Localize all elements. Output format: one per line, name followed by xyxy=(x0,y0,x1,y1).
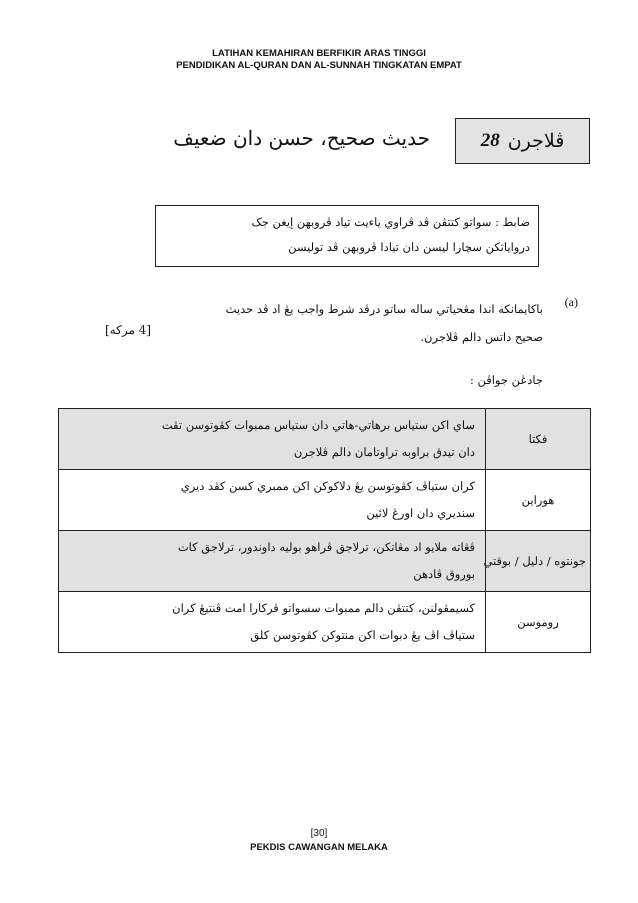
row-value xyxy=(59,409,486,470)
row-value xyxy=(59,592,486,653)
lesson-title xyxy=(60,118,590,168)
question-line-2: صحيح داتس دالم ڤلاجرن. xyxy=(420,330,543,344)
row-line: ساي اكن ستياس برهاتي-هاتي دان ستياس ممبوات كڤوتوسن تڤت xyxy=(161,418,475,432)
row-line: كران ستياڤ كڤوتوسن يڠ دلاكوكن اكن ممبري كسن كڤد ديري xyxy=(180,479,475,493)
lesson-number-box xyxy=(455,118,590,164)
lesson-topic: حديث صحيح، حسن دان ضعيف xyxy=(173,126,430,150)
row-line: بوروق ڤادهن xyxy=(413,567,475,581)
question-text xyxy=(83,295,543,351)
header-line-2: PENDIDIKAN AL-QURAN DAN AL-SUNNAH TINGKATAN EMPAT xyxy=(176,60,462,71)
question-marks: [4 مركه] xyxy=(105,323,152,337)
standard-line-2: درواياتكن سچارا ليسن دان تيادا ڤروبهن ڤد توليسن xyxy=(288,240,530,254)
row-value xyxy=(59,470,486,531)
answer-label: جادڠن جواڤن : xyxy=(469,373,543,387)
lesson-word: ڤلاجرن xyxy=(507,130,565,152)
question xyxy=(40,295,578,365)
table-row xyxy=(59,592,591,653)
row-key: هوراين xyxy=(486,470,591,531)
header-line-1: LATIHAN KEMAHIRAN BERFIKIR ARAS TINGGI xyxy=(212,48,426,59)
table-row xyxy=(59,531,591,592)
table-row xyxy=(59,409,591,470)
table-row xyxy=(59,470,591,531)
lesson-number: 28 xyxy=(480,130,500,151)
question-line-1: باكايمانكه اندا مڠحياتي ساله ساتو درڤد شرط واجب يڠ اد ڤد حديث xyxy=(225,302,543,316)
row-key: روموسن xyxy=(486,592,591,653)
row-value xyxy=(59,531,486,592)
row-line: ستياڤ اڤ يڠ دبوات اكن منتوكن كڤوتوسن كلق xyxy=(250,628,475,642)
answer-table xyxy=(58,408,591,653)
row-line: سنديري دان اورڠ لائين xyxy=(366,506,475,520)
page-footer: PEKDIS CAWANGAN MELAKA xyxy=(250,842,388,853)
row-line: كسيمڤولنن، كتتڤن دالم ممبوات سسواتو ڤركارا امت ڤنتيڠ كران xyxy=(172,601,475,615)
standard-line-1: ضابط : سواتو كتتڤن ڤد ڤراوي ياءيت تياد ڤروبهن إيغن جک xyxy=(251,215,530,229)
row-key: جونتوه / دليل / بوقتي xyxy=(486,531,591,592)
row-key: فكتا xyxy=(486,409,591,470)
question-label: (a) xyxy=(564,295,578,309)
page-header xyxy=(0,48,638,72)
page-number: [30] xyxy=(310,828,328,839)
standard-box xyxy=(155,205,539,267)
row-line: دان تيدق براوبه تراوتامان دالم ڤلاجرن xyxy=(293,445,475,459)
row-line: ڤڠاته ملايو اد مڠاتكن، ترلاجق ڤراهو بوليه داوندور، ترلاجق كات xyxy=(177,540,475,554)
